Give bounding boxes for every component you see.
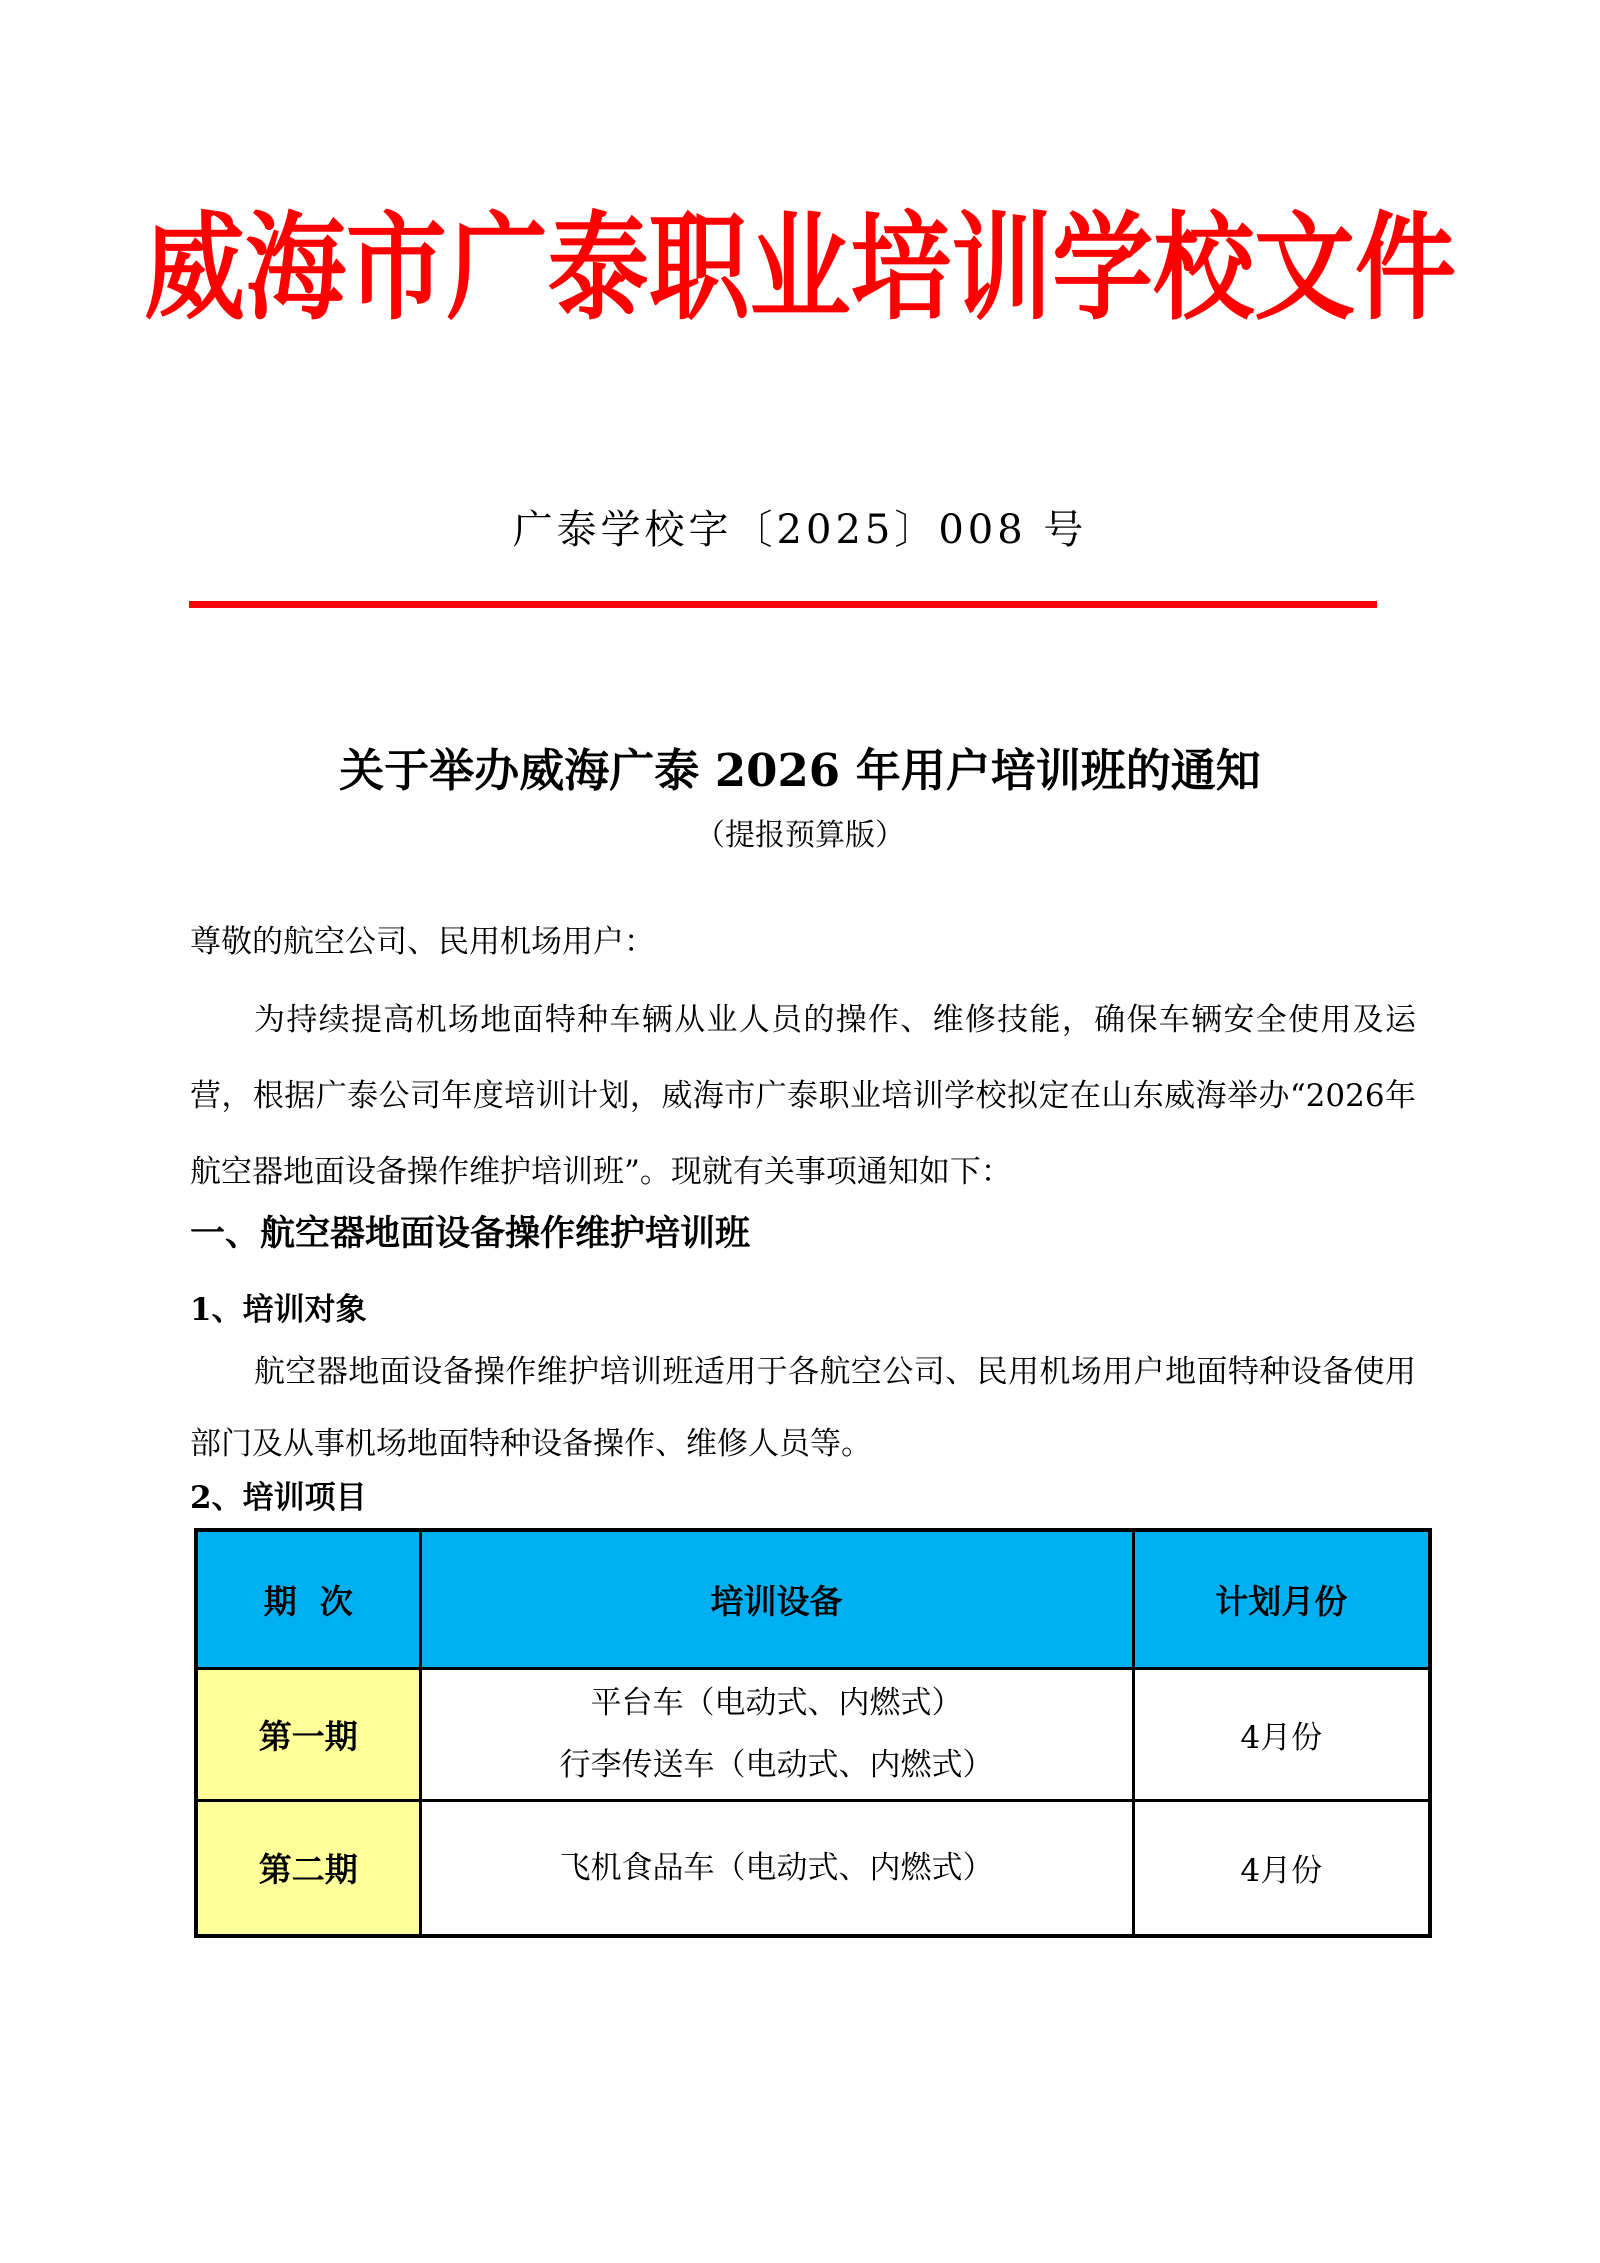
subsection-heading-training-targets: 1、培训对象 [190,1292,367,1328]
header-cell-equipment: 培训设备 [420,1530,1133,1668]
month-cell: 4月份 [1133,1668,1430,1800]
equipment-line: 行李传送车（电动式、内燃式） [559,1747,994,1783]
subsection-heading-training-projects: 2、培训项目 [190,1480,367,1516]
training-targets-paragraph: 航空器地面设备操作维护培训班适用于各航空公司、民用机场用户地面特种设备使用部门及从事机场地面特种设备操作、维修人员等。 [190,1354,1416,1462]
header-cell-period: 期 次 [196,1530,420,1668]
section-heading: 一、航空器地面设备操作维护培训班 [190,1213,751,1254]
document-number: 广泰学校字〔2025〕008 号 [512,507,1088,553]
salutation-line: 尊敬的航空公司、民用机场用户： [190,924,655,960]
equipment-line: 飞机食品车（电动式、内燃式） [559,1849,994,1886]
equipment-cell [420,1668,1133,1800]
equipment-line: 平台车（电动式、内燃式） [590,1685,963,1721]
training-schedule-table [194,1528,1432,1938]
table-header-row [196,1530,1430,1668]
document-title: 关于举办威海广泰 2026 年用户培训班的通知 [339,744,1261,797]
equipment-cell [420,1800,1133,1936]
banner-title-text: 威海市广泰职业培训学校文件 [144,200,1456,336]
header-cell-month: 计划月份 [1133,1530,1430,1668]
period-cell: 第二期 [196,1800,420,1936]
month-cell: 4月份 [1133,1800,1430,1936]
intro-paragraph: 为持续提高机场地面特种车辆从业人员的操作、维修技能，确保车辆安全使用及运营，根据广泰公司年度培训计划，威海市广泰职业培训学校拟定在山东威海举办“2026年航空器地面设备操作维护培训班”。现就有关事项通知如下： [190,1002,1416,1190]
red-divider-line [189,601,1377,608]
table-row [196,1668,1430,1800]
document-subtitle: （提报预算版） [695,818,905,853]
banner-title [0,196,1600,341]
period-cell: 第一期 [196,1668,420,1800]
table-row [196,1800,1430,1936]
